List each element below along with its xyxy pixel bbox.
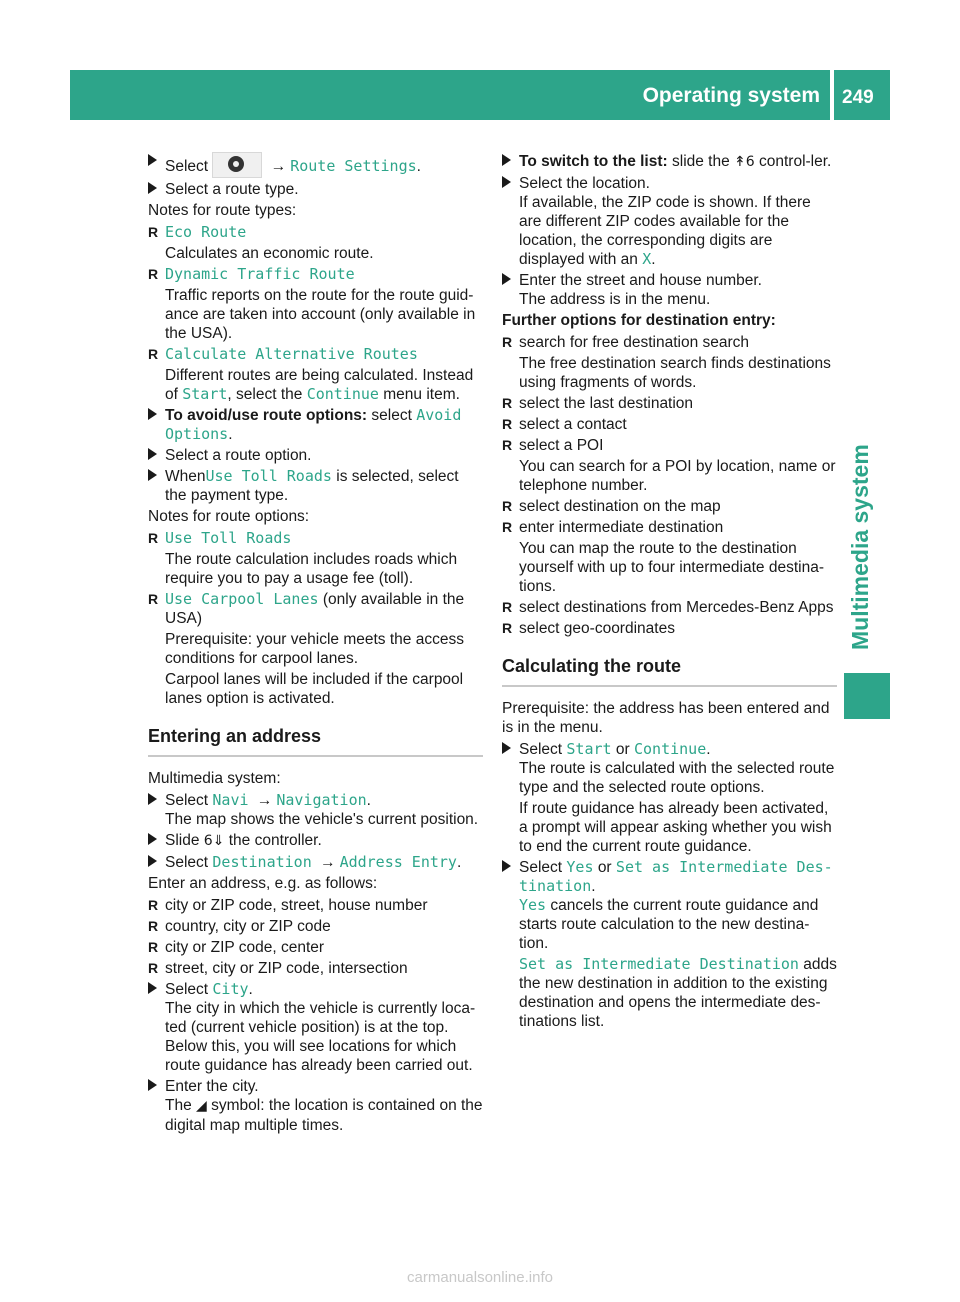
bullet-poi: R select a POI xyxy=(502,437,604,454)
step-arrow-icon xyxy=(502,742,511,754)
bullet-eco-route: R Eco Route xyxy=(148,223,247,241)
yes-desc: Yes cancels the current route guidance and starts route calculation to the new destina-tion. xyxy=(519,896,819,952)
step-enter-street: Enter the street and house number. The address is in the menu. xyxy=(502,271,837,309)
step-arrow-icon xyxy=(148,833,157,845)
carpool-note: Carpool lanes will be included if the carpool lanes option is activated. xyxy=(165,671,464,707)
menu-eco-route: Eco Route xyxy=(165,223,247,241)
menu-yes: Yes xyxy=(519,896,547,914)
side-section-marker xyxy=(844,673,890,719)
street-desc: The address is in the menu. xyxy=(519,291,711,308)
right-column xyxy=(502,152,837,1033)
step-arrow-icon xyxy=(148,982,157,994)
menu-calculate-alternative-routes: Calculate Alternative Routes xyxy=(165,345,418,363)
bullet-geo-coordinates: R select geo-coordinates xyxy=(502,620,675,637)
intermediate-result-desc: Set as Intermediate Destination adds the new destination in addition to the existing destination and opens the intermediate des-tinations list. xyxy=(519,955,837,1030)
step-switch-to-list: To switch to the list: slide the ↟6 control-ler. xyxy=(502,152,837,172)
bullet-mb-apps: R select destinations from Mercedes-Benz Apps xyxy=(502,599,834,616)
bullet-address-3: R city or ZIP code, center xyxy=(148,939,325,956)
menu-dynamic-traffic-route: Dynamic Traffic Route xyxy=(165,265,355,283)
menu-continue: Continue xyxy=(306,385,379,403)
menu-use-toll-roads: Use Toll Roads xyxy=(165,529,292,547)
step-arrow-icon xyxy=(502,154,511,166)
step-select-yes: Select Yes or Set as Intermediate Des-tination. Yes cancels the current route guidance and starts route calculation to the new destina-tion. Set as Intermediate Destination adds the new destination in addition to the existing destination and opens the intermediate des-tinations list. xyxy=(502,858,837,1031)
step-select-location: Select the location. If available, the ZIP code is shown. If there are different ZIP codes available for the location, the corresponding digits are displayed with an X. xyxy=(502,174,837,269)
step-arrow-icon xyxy=(148,469,157,481)
bullet-intermediate: R enter intermediate destination xyxy=(502,519,724,536)
step-route-settings: Select → Route Settings. xyxy=(148,152,483,178)
navi-desc: The map shows the vehicle's current position. xyxy=(165,811,479,828)
step-arrow-icon xyxy=(148,855,157,867)
step-select-start: Select Start or Continue. The route is calculated with the selected route type and the selected route options. If route guidance has already been activated, a prompt will appear asking whether you wish to end the current route guidance. xyxy=(502,740,837,856)
menu-use-toll-roads: Use Toll Roads xyxy=(205,467,332,485)
menu-set-intermediate-destination: Set as Intermediate Destination xyxy=(519,955,799,973)
step-select-route-type: Select a route type. xyxy=(148,180,483,199)
route-desc: The route is calculated with the selected route type and the selected route options. xyxy=(519,760,835,796)
step-toll-payment: WhenUse Toll Roads is selected, select the payment type. xyxy=(148,467,483,505)
menu-arrow: → xyxy=(270,158,287,175)
left-column xyxy=(148,152,483,1137)
menu-destination: Destination xyxy=(212,853,312,871)
step-arrow-icon xyxy=(148,1079,157,1091)
menu-use-carpool-lanes: Use Carpool Lanes xyxy=(165,590,319,608)
toll-roads-desc: The route calculation includes roads which require you to pay a usage fee (toll). xyxy=(165,551,458,587)
step-arrow-icon xyxy=(148,154,157,166)
bullet-contact: R select a contact xyxy=(502,416,627,433)
menu-route-settings: Route Settings xyxy=(290,157,417,175)
menu-address-entry: Address Entry xyxy=(339,853,457,871)
page-header xyxy=(70,70,890,120)
side-section-label: Multimedia system xyxy=(847,444,873,650)
step-arrow-icon xyxy=(148,408,157,420)
navigation-settings-icon xyxy=(212,152,262,178)
further-options-heading: Further options for destination entry: xyxy=(502,312,776,329)
multimedia-system-label: Multimedia system: xyxy=(148,770,281,787)
bullet-address-1: R city or ZIP code, street, house number xyxy=(148,897,428,914)
multiple-locations-icon: ◢ xyxy=(196,1098,207,1114)
step-arrow-icon xyxy=(502,273,511,285)
menu-start: Start xyxy=(182,385,228,403)
controller-slide-up-icon: ↟6 xyxy=(734,154,755,170)
menu-start: Start xyxy=(566,740,612,758)
bullet-last-destination: R select the last destination xyxy=(502,395,694,412)
menu-city: City xyxy=(212,980,249,998)
step-arrow-icon xyxy=(148,182,157,194)
step-arrow-icon xyxy=(502,860,511,872)
header-divider xyxy=(830,70,834,120)
section-calculating-route: Calculating the route xyxy=(502,655,837,687)
notes-route-types: Notes for route types: xyxy=(148,202,297,219)
bullet-free-search: R search for free destination search xyxy=(502,334,750,351)
menu-set-intermediate: Set as Intermediate Des-tination xyxy=(519,858,833,895)
enter-address-label: Enter an address, e.g. as follows: xyxy=(148,875,378,892)
step-arrow-icon xyxy=(148,793,157,805)
calc-prereq: Prerequisite: the address has been entered and is in the menu. xyxy=(502,700,830,736)
menu-continue: Continue xyxy=(633,740,707,758)
bullet-dynamic-traffic-route: R Dynamic Traffic Route xyxy=(148,265,355,283)
intermediate-desc: You can map the route to the destination yourself with up to four intermediate destina-tions. xyxy=(519,540,824,595)
menu-x: X xyxy=(642,250,652,268)
page-number: 249 xyxy=(842,87,874,108)
watermark: carmanualsonline.info xyxy=(407,1269,553,1286)
dynamic-traffic-desc: Traffic reports on the route for the route guid-ance are taken into account (only available in the USA). xyxy=(165,287,476,342)
menu-navigation: Navigation xyxy=(276,791,367,809)
bullet-use-toll-roads: R Use Toll Roads xyxy=(148,529,292,547)
header-title: Operating system xyxy=(642,84,820,107)
step-arrow-icon xyxy=(502,176,511,188)
step-select-city: Select City. The city in which the vehicle is currently loca-ted (current vehicle position) is at the top. Below this, you will see locations for which route guidance has already been carried out. xyxy=(148,980,483,1075)
calculate-alternative-desc: Different routes are being calculated. Instead of Start, select the Continue menu item. xyxy=(165,367,474,403)
poi-desc: You can search for a POI by location, name or telephone number. xyxy=(519,458,836,494)
step-select-navi: Select Navi → Navigation. The map shows the vehicle's current position. xyxy=(148,791,483,829)
symbol-desc: The ◢ symbol: the location is contained on the digital map multiple times. xyxy=(165,1097,483,1134)
prompt-desc: If route guidance has already been activated, a prompt will appear asking whether you wish to end the current route guidance. xyxy=(519,800,832,855)
controller-slide-icon: 6⇓ xyxy=(203,833,225,849)
step-avoid-options: To avoid/use route options: select Avoid Options. xyxy=(148,406,483,444)
step-select-route-option: Select a route option. xyxy=(148,446,483,465)
eco-route-desc: Calculates an economic route. xyxy=(165,245,374,262)
menu-navi: Navi xyxy=(212,791,249,809)
step-enter-city: Enter the city. The ◢ symbol: the location is contained on the digital map multiple times. xyxy=(148,1077,483,1135)
bullet-use-carpool-lanes: R Use Carpool Lanes (only available in the USA) xyxy=(148,590,465,627)
notes-route-options: Notes for route options: xyxy=(148,508,310,525)
bullet-address-4: R street, city or ZIP code, intersection xyxy=(148,960,408,977)
city-desc: The city in which the vehicle is currently loca-ted (current vehicle position) is at the top. Below this, you will see locations for which route guidance has already been carried out. xyxy=(165,1000,476,1074)
bullet-map-destination: R select destination on the map xyxy=(502,498,721,515)
bullet-calculate-alternative: R Calculate Alternative Routes xyxy=(148,345,418,363)
menu-avoid-options: Avoid Options xyxy=(165,406,462,443)
zip-desc: If available, the ZIP code is shown. If there are different ZIP codes available for the location, the corresponding digits are displayed with an X. xyxy=(519,194,811,268)
step-select-destination: Select Destination → Address Entry. xyxy=(148,853,483,872)
step-slide-controller: Slide 6⇓ the controller. xyxy=(148,831,483,851)
bullet-address-2: R country, city or ZIP code xyxy=(148,918,331,935)
carpool-prereq: Prerequisite: your vehicle meets the access conditions for carpool lanes. xyxy=(165,631,464,667)
section-entering-address: Entering an address xyxy=(148,725,483,757)
menu-yes: Yes xyxy=(566,858,594,876)
step-arrow-icon xyxy=(148,448,157,460)
free-search-desc: The free destination search finds destinations using fragments of words. xyxy=(519,355,831,391)
